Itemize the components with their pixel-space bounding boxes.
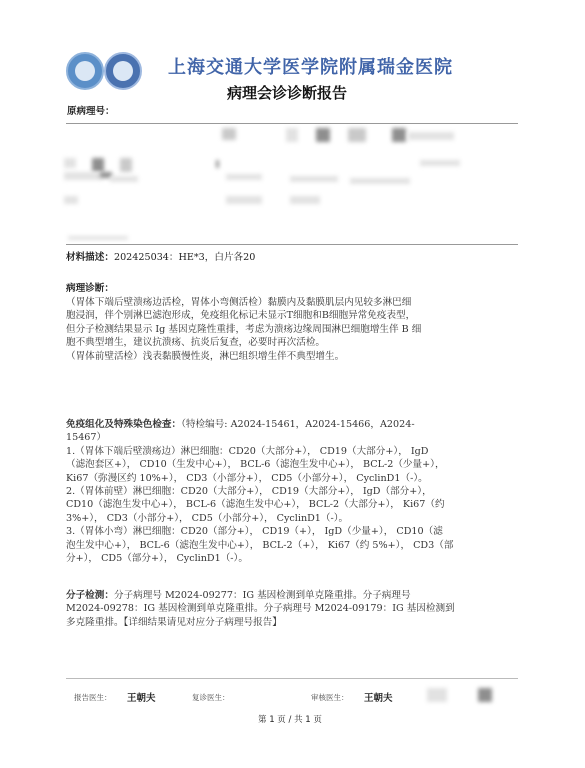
ihc-line: 1.（胃体下端后壁溃疡边）淋巴细胞：CD20（大部分+）， CD19（大部分+）， IgD: [66, 445, 429, 457]
ihc-line: （滤泡套区+）， CD10（生发中心+）， BCL-6（滤泡生发中心+）， BCL-2（少量+），: [66, 459, 445, 471]
diagnosis-line: （胃体下端后壁溃疡边活检，胃体小弯侧活检）黏膜内及黏膜肌层内见较多淋巴细: [66, 297, 412, 308]
hospital-name: 上海交通大学医学院附属瑞金医院: [168, 57, 453, 78]
ihc-line: 15467）: [66, 432, 107, 444]
report-doctor-name: 王朝夫: [127, 693, 156, 704]
diagnosis-line: （胃体前壁活检）浅表黏膜慢性炎，淋巴组织增生伴不典型增生。: [66, 350, 345, 362]
page-number: 第 1 页 / 共 1 页: [258, 715, 322, 725]
molecular-label: 分子检测：: [66, 590, 114, 601]
diagnosis-line: 胞浸润，伴个别淋巴滤泡形成，免疫组化标记未显示T细胞和B细胞异常免疫表型，: [66, 310, 416, 322]
hospital-logo-left: [66, 52, 104, 90]
report-title: 病理会诊诊断报告: [227, 84, 348, 102]
diagnosis-label: 病理诊断：: [66, 283, 114, 294]
ihc-line: 3.（胃体小弯）淋巴细胞：CD20（部分+）， CD19（+）， IgD（少量+）， CD10（滤: [66, 526, 443, 538]
hospital-logo-right: [104, 52, 142, 90]
molecular-section: [66, 589, 521, 629]
review-doctor-label: 复诊医生：: [192, 693, 230, 702]
header-divider: [66, 123, 518, 124]
footer-divider: [66, 678, 518, 679]
info-divider: [66, 244, 518, 245]
material-description: [66, 251, 255, 264]
diagnosis-line: 胞不典型增生，建议抗溃疡、抗炎后复查，必要时再次活检。: [66, 337, 326, 349]
ihc-line: CD10（滤泡生发中心+）， BCL-6（滤泡生发中心+）， BCL-2（大部分+）， Ki67（约: [66, 499, 445, 511]
ihc-line: 泡生发中心+）， BCL-6（滤泡生发中心+）， BCL-2（+）， Ki67（约 5%+）， CD3（部: [66, 539, 454, 551]
report-doctor-label: 报告医生：: [74, 693, 112, 702]
diagnosis-line: 但分子检测结果显示 Ig 基因克隆性重排，考虑为溃疡边缘周围淋巴细胞增生伴 B 细: [66, 323, 422, 335]
ihc-line: 2.（胃体前壁）淋巴细胞：CD20（大部分+）， CD19（大部分+）， IgD（部分+），: [66, 486, 432, 498]
molecular-line: 分子病理号 M2024-09277：IG 基因检测到单克隆重排。分子病理号: [113, 590, 411, 601]
molecular-line: 多克隆重排。【详细结果请见对应分子病理号报告】: [66, 616, 282, 628]
ihc-label: 免疫组化及特殊染色检查：: [66, 419, 182, 430]
ihc-line: 分+）， CD5（部分+）， CyclinD1（-）。: [66, 553, 248, 565]
molecular-line: M2024-09278：IG 基因检测到单克隆重排。分子病理号 M2024-09179：IG 基因检测到: [66, 603, 455, 615]
original-pathology-label: 原病理号：: [67, 106, 115, 117]
audit-doctor-label: 审核医生：: [311, 693, 349, 702]
ihc-line: Ki67（弥漫区约 10%+）， CD3（小部分+）， CD5（小部分+）， CyclinD1（-）。: [66, 472, 428, 484]
ihc-section: [66, 418, 521, 565]
material-label: 材料描述：: [66, 252, 114, 263]
diagnosis-text: [66, 296, 521, 363]
audit-doctor-name: 王朝夫: [364, 693, 393, 704]
material-value: 202425034：HE*3，白片各20: [113, 252, 256, 263]
ihc-line: （特检编号: A2024-15461，A2024-15466，A2024-: [181, 419, 415, 430]
ihc-line: 3%+）， CD3（小部分+）， CD5（小部分+）， CyclinD1（-）。: [66, 512, 349, 524]
